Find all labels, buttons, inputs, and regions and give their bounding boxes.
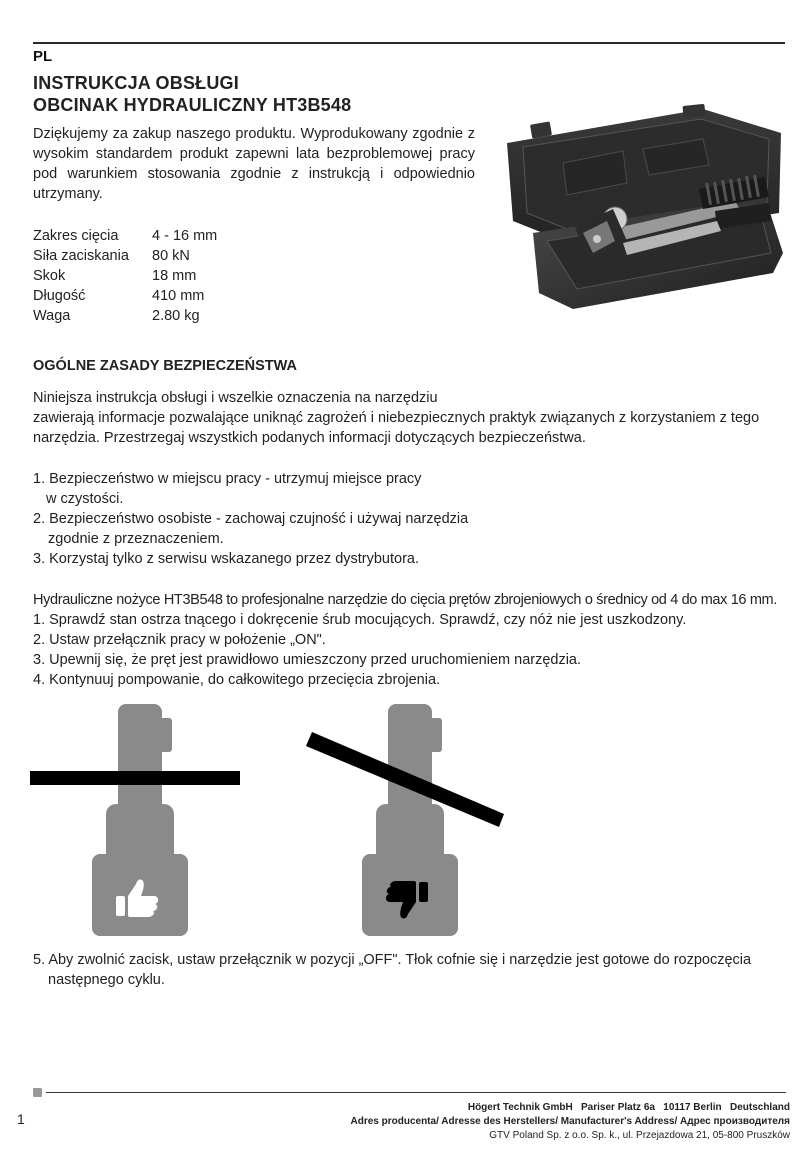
spec-label: Długość bbox=[33, 288, 86, 304]
spec-value: 18 mm bbox=[152, 268, 197, 284]
spec-row bbox=[33, 306, 217, 326]
spec-label: Siła zaciskania bbox=[33, 248, 129, 264]
text-line: zawierają informacje pozwalające uniknąć zagrożeń i niebezpiecznych praktyk związanych z korzystaniem z tego bbox=[33, 410, 760, 426]
cutting-intro: Hydrauliczne nożyce HT3B548 to profesjonalne narzędzie do cięcia prętów zbrojeniowych o średnicy od 4 do max 16 mm. bbox=[33, 592, 777, 608]
distributor-line: GTV Poland Sp. z o.o. Sp. k., ul. Przejazdowa 21, 05-800 Pruszków bbox=[489, 1130, 790, 1141]
intro-paragraph: Dziękujemy za zakup naszego produktu. Wyprodukowany zgodnie z wysokim standardem produkt zapewni lata bezproblemowej pracy pod warunkiem stosowania zgodnie z instrukcją i odpowiednio utrzymany. bbox=[33, 126, 475, 202]
footer-address bbox=[351, 1101, 791, 1143]
list-item: 3. Upewnij się, że pręt jest prawidłowo umieszczony przed uruchomieniem narzędzia. bbox=[33, 652, 582, 668]
spec-row bbox=[33, 286, 217, 306]
title-line-1: INSTRUKCJA OBSŁUGI bbox=[33, 73, 239, 93]
address-caption: Adres producenta/ Adresse des Herstellers/ Manufacturer's Address/ Адрес производителя bbox=[350, 1116, 790, 1127]
list-item bbox=[33, 549, 793, 569]
spec-row bbox=[33, 226, 217, 246]
text-line: Niniejsza instrukcja obsługi i wszelkie oznaczenia na narzędziu bbox=[33, 390, 438, 406]
footer-rule bbox=[46, 1092, 786, 1093]
page-title bbox=[33, 72, 351, 116]
spec-table bbox=[33, 226, 217, 326]
list-item: 4. Kontynuuj pompowanie, do całkowitego przecięcia zbrojenia. bbox=[33, 672, 441, 688]
figure-correct-position bbox=[30, 704, 242, 936]
spec-label: Waga bbox=[33, 308, 71, 324]
spec-label: Skok bbox=[33, 268, 66, 284]
list-item-line: 3. Korzystaj tylko z serwisu wskazanego przez dystrybutora. bbox=[33, 551, 420, 567]
step-5 bbox=[33, 950, 793, 990]
page-number: 1 bbox=[17, 1111, 25, 1127]
list-item bbox=[33, 509, 793, 549]
product-image bbox=[503, 103, 785, 311]
safety-list bbox=[33, 469, 793, 569]
safety-paragraph bbox=[33, 388, 793, 448]
list-item-line: zgodnie z przeznaczeniem. bbox=[48, 531, 224, 547]
top-rule bbox=[33, 42, 785, 44]
list-item: 1. Sprawdź stan ostrza tnącego i dokręcenie śrub mocujących. Sprawdź, czy nóż nie jest uszkodzony. bbox=[33, 612, 687, 628]
spec-value: 2.80 kg bbox=[152, 308, 200, 324]
spec-value: 80 kN bbox=[152, 248, 190, 264]
section-heading-safety: OGÓLNE ZASADY BEZPIECZEŃSTWA bbox=[33, 358, 297, 374]
manufacturer-line: Högert Technik GmbH Pariser Platz 6a 10117 Berlin Deutschland bbox=[467, 1102, 790, 1113]
spec-value: 410 mm bbox=[152, 288, 205, 304]
list-item bbox=[33, 469, 793, 509]
spec-value: 4 - 16 mm bbox=[152, 228, 218, 244]
spec-label: Zakres cięcia bbox=[33, 228, 119, 244]
list-item-line: następnego cyklu. bbox=[48, 972, 165, 988]
language-label: PL bbox=[33, 48, 53, 65]
rebar-horizontal bbox=[30, 771, 240, 785]
list-item-line: 1. Bezpieczeństwo w miejscu pracy - utrzymuj miejsce pracy bbox=[33, 471, 422, 487]
footer-marker bbox=[33, 1088, 42, 1097]
figure-incorrect-position bbox=[300, 704, 510, 936]
cutting-steps bbox=[33, 610, 793, 690]
list-item-line: 5. Aby zwolnić zacisk, ustaw przełącznik w pozycji „OFF". Tłok cofnie się i narzędzie jest gotowe do rozpoczęcia bbox=[33, 952, 752, 968]
list-item-line: 2. Bezpieczeństwo osobiste - zachowaj czujność i używaj narzędzia bbox=[33, 511, 469, 527]
title-line-2: OBCINAK HYDRAULICZNY HT3B548 bbox=[33, 95, 352, 115]
spec-row bbox=[33, 246, 217, 266]
text-line: narzędzia. Przestrzegaj wszystkich podanych informacji dotyczących bezpieczeństwa. bbox=[33, 430, 586, 446]
list-item-line: w czystości. bbox=[46, 491, 124, 507]
spec-row bbox=[33, 266, 217, 286]
list-item: 2. Ustaw przełącznik pracy w położenie „ON". bbox=[33, 632, 326, 648]
